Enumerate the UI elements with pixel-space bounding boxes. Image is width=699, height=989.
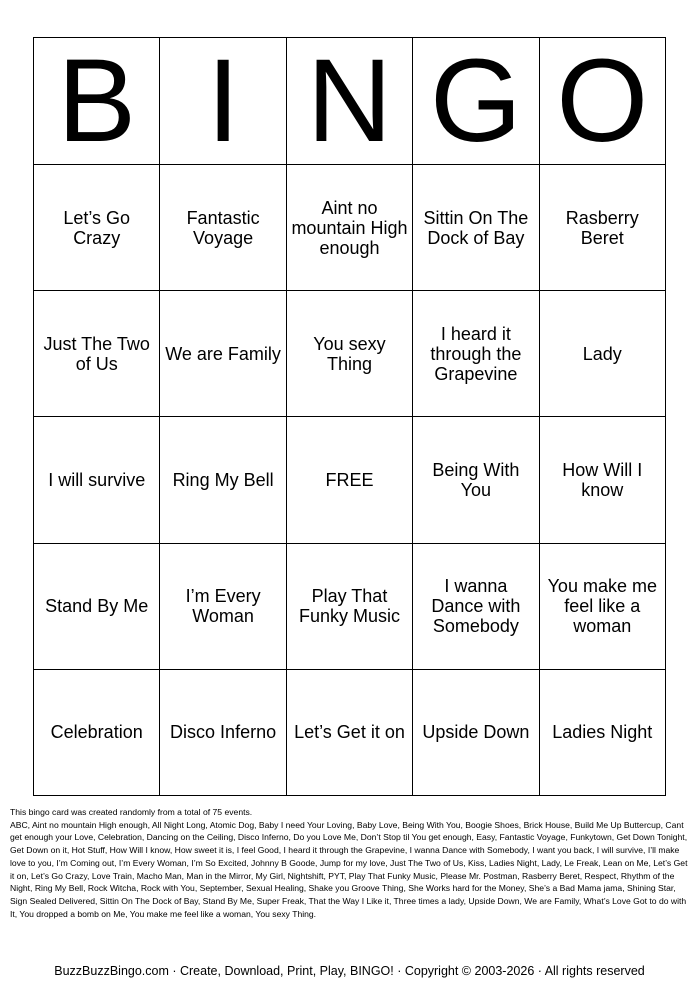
bingo-cell: Being With You <box>413 417 539 543</box>
bingo-cell: I’m Every Woman <box>160 543 286 669</box>
bingo-cell: Lady <box>539 291 665 417</box>
bingo-cell: How Will I know <box>539 417 665 543</box>
event-list-note <box>10 806 689 920</box>
event-count-text: This bingo card was created randomly from a total of 75 events. <box>10 807 253 817</box>
bingo-cell: Upside Down <box>413 669 539 795</box>
bingo-row <box>34 291 666 417</box>
bingo-header-row <box>34 38 666 165</box>
bingo-row <box>34 165 666 291</box>
bingo-cell: I heard it through the Grapevine <box>413 291 539 417</box>
bingo-cell: Aint no mountain High enough <box>286 165 412 291</box>
bingo-cell: Ring My Bell <box>160 417 286 543</box>
bingo-cell: Disco Inferno <box>160 669 286 795</box>
bingo-cell: Ladies Night <box>539 669 665 795</box>
bingo-row <box>34 417 666 543</box>
bingo-cell: Rasberry Beret <box>539 165 665 291</box>
bingo-cell: Celebration <box>34 669 160 795</box>
bingo-cell: I will survive <box>34 417 160 543</box>
bingo-cell: You make me feel like a woman <box>539 543 665 669</box>
bingo-cell: Fantastic Voyage <box>160 165 286 291</box>
bingo-cell: We are Family <box>160 291 286 417</box>
bingo-header-letter: O <box>539 38 665 165</box>
bingo-row <box>34 543 666 669</box>
bingo-cell: Let’s Go Crazy <box>34 165 160 291</box>
copyright-footer: BuzzBuzzBingo.com · Create, Download, Print, Play, BINGO! · Copyright © 2003-2026 · All rights reserved <box>54 964 645 978</box>
bingo-header-letter: B <box>34 38 160 165</box>
bingo-card <box>33 37 666 796</box>
bingo-cell: You sexy Thing <box>286 291 412 417</box>
bingo-header-letter: I <box>160 38 286 165</box>
bingo-cell: Let’s Get it on <box>286 669 412 795</box>
bingo-row <box>34 669 666 795</box>
bingo-cell: Play That Funky Music <box>286 543 412 669</box>
bingo-header-letter: G <box>413 38 539 165</box>
event-list-text: ABC, Aint no mountain High enough, All Night Long, Atomic Dog, Baby I need Your Loving, Baby Love, Being With You, Boogie Shoes, Brick House, Build Me Up Buttercup, Cant get enough your Love, Celebration, Dancing on the Ceiling, Disco Inferno, Do you Love Me, Don’t Stop til You get enough, Easy, Fantastic Voyage, Funkytown, Get Down Tonight, Get Down on it, Hot Stuff, How Will I know, How sweet it is, I feel Good, I heard it through the Grapevine, I wanna Dance with Somebody, I want you back, I will survive, I’ll make love to you, I’m Coming out, I’m Every Woman, I’m So Excited, Johnny B Goode, Jump for my love, Just The Two of Us, Kiss, Ladies Night, Lady, Le Freak, Lean on Me, Let’s Get it on, Let’s Go Crazy, Love Train, Macho Man, Man in the Mirror, My Girl, Nightshift, PYT, Play That Funky Music, Please Mr. Postman, Rasberry Beret, Respect, Rhythm of the Night, Ring My Bell, Rock Witcha, Rock with You, September, Sexual Healing, Shake you Groove Thing, She Works hard for the Money, She’s a Bad Mama jama, Shining Star, Sign Sealed Delivered, Sittin On The Dock of Bay, Stand By Me, Super Freak, That the Way I Like it, Three times a lady, Upside Down, We are Family, What’s Love Got to do with It, You dropped a bomb on Me, You make me feel like a woman, You sexy Thing. <box>10 819 688 919</box>
bingo-header-letter: N <box>286 38 412 165</box>
bingo-cell: Just The Two of Us <box>34 291 160 417</box>
bingo-free-cell: FREE <box>286 417 412 543</box>
bingo-cell: Stand By Me <box>34 543 160 669</box>
bingo-cell: Sittin On The Dock of Bay <box>413 165 539 291</box>
bingo-cell: I wanna Dance with Somebody <box>413 543 539 669</box>
